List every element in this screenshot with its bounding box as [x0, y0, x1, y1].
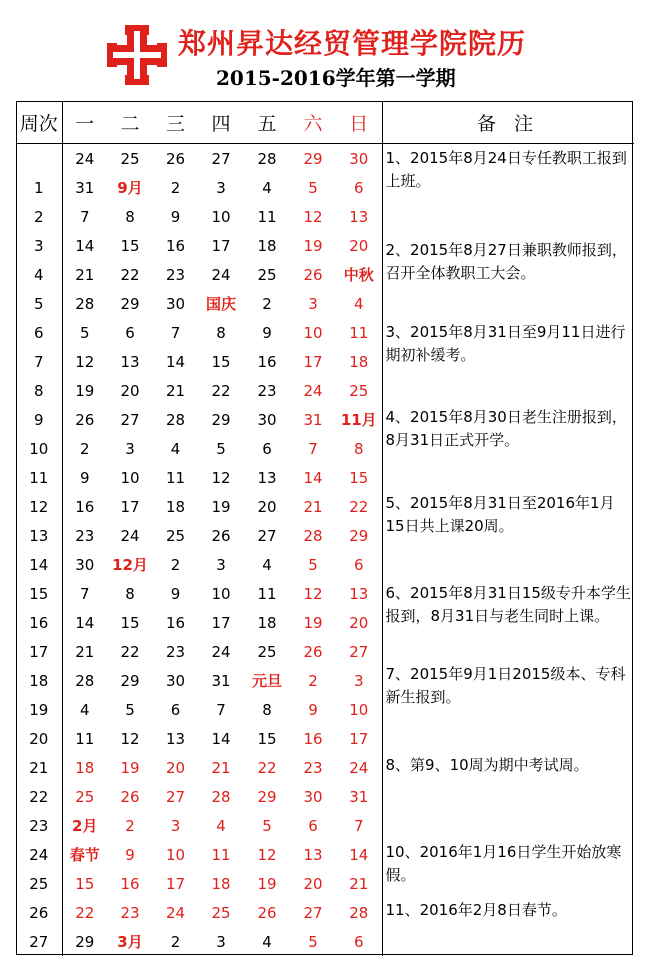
remark-note: 2、2015年8月27日兼职教师报到，召开全体教职工大会。	[385, 241, 627, 282]
day-cell: 27	[211, 149, 231, 168]
day-cell: 26	[303, 642, 323, 661]
day-cell: 23	[165, 642, 186, 661]
day-cell: 21	[75, 265, 95, 284]
day-cell: 23	[303, 758, 323, 777]
day-cell: 10	[120, 468, 140, 487]
remark-note: 10、2016年1月16日学生开始放寒假。	[385, 843, 622, 884]
day-cell: 3	[125, 439, 135, 458]
day-cell: 14	[75, 613, 95, 632]
day-cell: 27	[165, 787, 186, 806]
day-cell: 5	[308, 555, 318, 574]
day-cell: 6	[262, 439, 272, 458]
day-cell: 21	[349, 874, 369, 893]
day-cell: 15	[120, 236, 140, 255]
day-cell: 7	[216, 700, 226, 719]
day-cell: 4	[170, 439, 181, 458]
day-cell: 27	[257, 526, 277, 545]
day-cell: 3月	[117, 933, 143, 951]
day-cell: 27	[303, 903, 323, 922]
day-cell: 12	[120, 729, 140, 748]
day-cell: 22	[120, 642, 140, 661]
day-cell: 7	[353, 816, 364, 835]
school-logo-icon	[107, 25, 167, 85]
week-number: 4	[16, 260, 62, 289]
day-cell: 17	[211, 236, 231, 255]
day-cell: 25	[349, 381, 369, 400]
week-number: 2	[16, 202, 62, 231]
day-cell: 15	[257, 729, 277, 748]
day-cell: 20	[257, 497, 277, 516]
day-cell: 29	[349, 526, 369, 545]
week-number: 9	[16, 405, 62, 434]
day-cell: 21	[303, 497, 323, 516]
day-cell: 4	[262, 178, 272, 197]
day-cell: 春节	[69, 846, 100, 864]
calendar-table	[16, 101, 634, 956]
day-cell: 2	[308, 671, 318, 690]
day-cell: 6	[308, 816, 318, 835]
day-cell: 25	[120, 149, 140, 168]
day-cell: 3	[216, 932, 226, 951]
day-header-sun: 日	[336, 101, 382, 144]
day-cell: 16	[303, 729, 323, 748]
day-cell: 16	[257, 352, 277, 371]
week-number: 7	[16, 347, 62, 376]
day-cell: 28	[165, 410, 186, 429]
day-cell: 5	[262, 816, 272, 835]
day-cell: 22	[75, 903, 95, 922]
day-cell: 11月	[340, 411, 377, 429]
day-cell: 15	[120, 613, 140, 632]
day-cell: 26	[165, 149, 186, 168]
week-number: 8	[16, 376, 62, 405]
day-cell: 25	[257, 642, 277, 661]
day-cell: 7	[79, 207, 90, 226]
remark-note: 11、2016年2月8日春节。	[385, 901, 567, 919]
day-cell: 30	[349, 149, 369, 168]
day-cell: 12	[257, 845, 277, 864]
day-cell: 13	[120, 352, 140, 371]
day-cell: 11	[165, 468, 186, 487]
day-cell: 10	[303, 323, 323, 342]
day-cell: 23	[75, 526, 95, 545]
day-cell: 9	[308, 700, 318, 719]
day-cell: 2月	[72, 817, 98, 835]
day-cell: 4	[353, 294, 364, 313]
week-number: 23	[16, 811, 62, 840]
day-cell: 3	[216, 178, 226, 197]
week-number: 6	[16, 318, 62, 347]
day-header-fri: 五	[244, 101, 290, 144]
day-cell: 24	[75, 149, 95, 168]
day-cell: 14	[349, 845, 369, 864]
day-cell: 3	[216, 555, 226, 574]
day-cell: 10	[165, 845, 186, 864]
day-cell: 19	[303, 236, 323, 255]
week-number: 13	[16, 521, 62, 550]
day-header-wed: 三	[153, 101, 198, 144]
day-cell: 8	[125, 584, 135, 603]
day-cell: 16	[120, 874, 140, 893]
day-cell: 31	[211, 671, 231, 690]
day-cell: 14	[211, 729, 231, 748]
day-cell: 14	[75, 236, 95, 255]
remark-note: 4、2015年8月30日老生注册报到，8月31日正式开学。	[385, 408, 627, 449]
day-cell: 4	[216, 816, 226, 835]
week-number: 16	[16, 608, 62, 637]
day-cell: 21	[75, 642, 95, 661]
day-cell: 27	[120, 410, 140, 429]
day-cell: 6	[125, 323, 135, 342]
day-cell: 18	[257, 236, 277, 255]
day-cell: 19	[303, 613, 323, 632]
day-cell: 17	[120, 497, 140, 516]
day-cell: 24	[120, 526, 140, 545]
week-number: 3	[16, 231, 62, 260]
remark-note: 1、2015年8月24日专任教职工报到上班。	[385, 149, 627, 190]
day-cell: 4	[79, 700, 90, 719]
day-cell: 30	[165, 294, 186, 313]
day-cell: 25	[257, 265, 277, 284]
day-cell: 17	[211, 613, 231, 632]
day-cell: 20	[303, 874, 323, 893]
day-cell: 4	[262, 932, 272, 951]
day-cell: 20	[120, 381, 140, 400]
day-cell: 6	[353, 178, 364, 197]
week-number: 15	[16, 579, 62, 608]
day-cell: 18	[257, 613, 277, 632]
week-number: 12	[16, 492, 62, 521]
day-cell: 11	[257, 584, 277, 603]
day-cell: 26	[75, 410, 95, 429]
day-cell: 3	[170, 816, 181, 835]
remark-note: 7、2015年9月1日2015级本、专科新生报到。	[385, 665, 626, 706]
day-cell: 3	[308, 294, 318, 313]
day-cell: 9	[125, 845, 135, 864]
day-cell: 5	[125, 700, 135, 719]
day-cell: 28	[211, 787, 231, 806]
week-number: 5	[16, 289, 62, 318]
day-cell: 12	[303, 207, 323, 226]
day-cell: 18	[75, 758, 95, 777]
day-cell: 22	[349, 497, 369, 516]
day-cell: 11	[75, 729, 95, 748]
day-cell: 12	[303, 584, 323, 603]
week-number: 11	[16, 463, 62, 492]
day-cell: 20	[349, 613, 369, 632]
day-cell: 30	[75, 555, 95, 574]
remarks-cell	[382, 144, 634, 957]
week-number	[16, 144, 62, 174]
day-cell: 14	[165, 352, 186, 371]
week-number: 27	[16, 927, 62, 956]
calendar-body	[16, 144, 634, 957]
day-cell: 10	[349, 700, 369, 719]
day-cell: 22	[120, 265, 140, 284]
day-cell: 22	[211, 381, 231, 400]
day-cell: 25	[211, 903, 231, 922]
day-cell: 7	[79, 584, 90, 603]
day-cell: 29	[120, 671, 140, 690]
week-number: 26	[16, 898, 62, 927]
day-cell: 6	[170, 700, 181, 719]
day-cell: 10	[211, 584, 231, 603]
day-cell: 19	[75, 381, 95, 400]
day-cell: 12	[211, 468, 231, 487]
day-cell: 28	[75, 294, 95, 313]
day-cell: 13	[349, 207, 369, 226]
day-cell: 12月	[112, 556, 148, 574]
day-cell: 29	[211, 410, 231, 429]
day-cell: 15	[211, 352, 231, 371]
day-cell: 22	[257, 758, 277, 777]
day-cell: 29	[257, 787, 277, 806]
day-cell: 20	[165, 758, 186, 777]
day-cell: 5	[308, 178, 318, 197]
day-cell: 3	[353, 671, 364, 690]
day-cell: 2	[170, 555, 181, 574]
remark-note: 6、2015年8月31日15级专升本学生报到，8月31日与老生同时上课。	[385, 584, 631, 625]
week-number: 19	[16, 695, 62, 724]
week-number: 1	[16, 173, 62, 202]
day-cell: 24	[211, 642, 231, 661]
day-cell: 13	[257, 468, 277, 487]
day-cell: 28	[257, 149, 277, 168]
term-title: 2015-2016学年第一学期	[216, 66, 456, 90]
remark-note: 5、2015年8月31日至2016年1月15日共上课20周。	[385, 494, 615, 535]
remark-note: 3、2015年8月31日至9月11日进行期初补缓考。	[385, 323, 626, 364]
remarks-column-header: 备 注	[382, 101, 634, 144]
day-header-tue: 二	[107, 101, 153, 144]
day-cell: 23	[257, 381, 277, 400]
day-cell: 21	[211, 758, 231, 777]
day-cell: 12	[75, 352, 95, 371]
day-cell: 26	[257, 903, 277, 922]
day-cell: 5	[79, 323, 90, 342]
day-cell: 26	[120, 787, 140, 806]
day-cell: 26	[303, 265, 323, 284]
day-cell: 31	[303, 410, 323, 429]
day-cell: 5	[216, 439, 226, 458]
week-column-header: 周次	[16, 101, 62, 144]
day-cell: 7	[308, 439, 318, 458]
day-cell: 26	[211, 526, 231, 545]
day-cell: 30	[303, 787, 323, 806]
day-cell: 8	[125, 207, 135, 226]
day-cell: 19	[257, 874, 277, 893]
week-number: 18	[16, 666, 62, 695]
day-cell: 11	[349, 323, 369, 342]
day-cell: 国庆	[205, 295, 236, 313]
day-cell: 2	[170, 932, 181, 951]
day-cell: 19	[120, 758, 140, 777]
table-row	[16, 144, 634, 174]
remark-note: 8、第9、10周为期中考试周。	[385, 756, 589, 774]
day-cell: 21	[165, 381, 186, 400]
day-cell: 28	[349, 903, 369, 922]
page-header	[0, 0, 650, 100]
week-number: 10	[16, 434, 62, 463]
day-cell: 24	[165, 903, 186, 922]
day-cell: 30	[165, 671, 186, 690]
day-cell: 8	[216, 323, 226, 342]
day-cell: 14	[303, 468, 323, 487]
day-cell: 18	[349, 352, 369, 371]
day-cell: 16	[165, 613, 186, 632]
day-cell: 10	[211, 207, 231, 226]
week-number: 20	[16, 724, 62, 753]
day-cell: 28	[303, 526, 323, 545]
day-cell: 29	[75, 932, 95, 951]
day-cell: 9	[170, 207, 181, 226]
day-cell: 25	[75, 787, 95, 806]
week-number: 24	[16, 840, 62, 869]
day-cell: 27	[349, 642, 369, 661]
day-cell: 中秋	[343, 266, 374, 284]
day-cell: 2	[79, 439, 90, 458]
day-cell: 17	[303, 352, 323, 371]
week-number: 21	[16, 753, 62, 782]
week-number: 22	[16, 782, 62, 811]
day-cell: 9	[170, 584, 181, 603]
day-cell: 18	[165, 497, 186, 516]
day-cell: 24	[349, 758, 369, 777]
day-cell: 24	[211, 265, 231, 284]
day-cell: 9	[79, 468, 90, 487]
day-cell: 11	[257, 207, 277, 226]
day-cell: 16	[165, 236, 186, 255]
day-cell: 25	[165, 526, 186, 545]
day-cell: 18	[211, 874, 231, 893]
day-cell: 30	[257, 410, 277, 429]
day-cell: 4	[262, 555, 272, 574]
day-cell: 11	[211, 845, 231, 864]
day-header-thu: 四	[198, 101, 244, 144]
day-cell: 8	[262, 700, 272, 719]
day-header-sat: 六	[290, 101, 336, 144]
day-cell: 6	[353, 555, 364, 574]
day-cell: 31	[75, 178, 95, 197]
day-cell: 20	[349, 236, 369, 255]
day-cell: 23	[120, 903, 140, 922]
day-cell: 17	[165, 874, 186, 893]
day-cell: 29	[303, 149, 323, 168]
day-cell: 6	[353, 932, 364, 951]
day-cell: 29	[120, 294, 140, 313]
week-number: 17	[16, 637, 62, 666]
day-cell: 13	[165, 729, 186, 748]
day-cell: 7	[170, 323, 181, 342]
day-cell: 16	[75, 497, 95, 516]
day-cell: 15	[349, 468, 369, 487]
day-cell: 28	[75, 671, 95, 690]
day-cell: 13	[349, 584, 369, 603]
school-name: 郑州昇达经贸管理学院院历	[178, 27, 527, 60]
day-cell: 2	[170, 178, 181, 197]
table-header-row	[16, 101, 634, 144]
day-cell: 13	[303, 845, 323, 864]
day-cell: 8	[353, 439, 364, 458]
week-number: 25	[16, 869, 62, 898]
day-cell: 9月	[117, 179, 143, 197]
day-cell: 17	[349, 729, 369, 748]
day-cell: 5	[308, 932, 318, 951]
day-header-mon: 一	[62, 101, 107, 144]
day-cell: 9	[262, 323, 272, 342]
day-cell: 24	[303, 381, 323, 400]
day-cell: 19	[211, 497, 231, 516]
day-cell: 15	[75, 874, 95, 893]
day-cell: 元旦	[251, 672, 282, 690]
day-cell: 23	[165, 265, 186, 284]
day-cell: 2	[125, 816, 135, 835]
day-cell: 2	[262, 294, 272, 313]
day-cell: 31	[349, 787, 369, 806]
week-number: 14	[16, 550, 62, 579]
